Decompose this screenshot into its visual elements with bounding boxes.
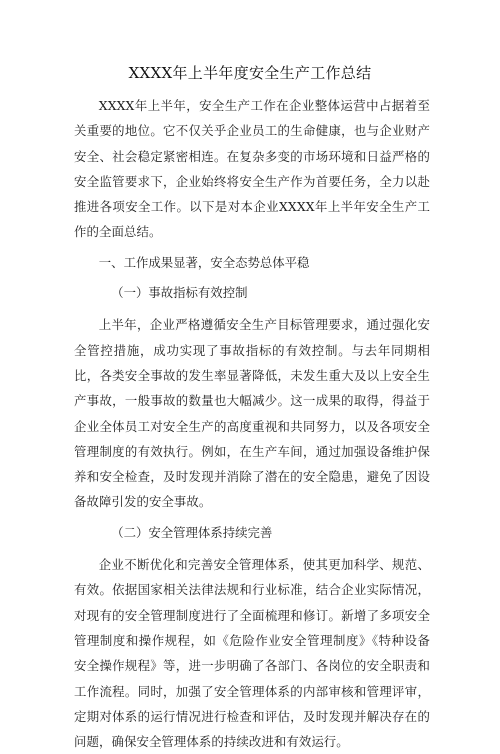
intro-paragraph: XXXX年上半年，安全生产工作在企业整体运营中占据着至关重要的地位。它不仅关乎企业员工的生命健康，也与企业财产安全、社会稳定紧密相连。在复杂多变的市场环境和日益严格的安全监管要求下，企业始终将安全生产作为首要任务，全力以赴推进各项安全工作。以下是对本企业XXXX年上半年安全生产工作的全面总结。 [74,98,430,240]
document-title: XXXX年上半年度安全生产工作总结 [128,64,372,82]
section-1-2-body: 企业不断优化和完善安全管理体系，使其更加科学、规范、有效。依据国家相关法律法规和行业标准，结合企业实际情况，对现有的安全管理制度进行了全面梳理和修订。新增了多项安全管理制度和操作规程，如《危险作业安全管理制度》《特种设备安全操作规程》等，进一步明确了各部门、各岗位的安全职责和工作流程。同时，加强了安全管理体系的内部审核和管理评审，定期对体系的运行情况进行检查和评估，及时发现并解决存在的问题，确保安全管理体系的持续改进和有效运行。 [74,557,430,750]
document-body [74,93,430,754]
section-1-1-heading: （一）事故指标有效控制 [111,285,248,301]
section-1-heading: 一、工作成果显著，安全态势总体平稳 [98,254,310,270]
section-1-2-heading: （二）安全管理体系持续完善 [111,524,273,540]
section-1-1-body: 上半年，企业严格遵循安全生产目标管理要求，通过强化安全管控措施，成功实现了事故指标的有效控制。与去年同期相比，各类安全事故的发生率显著降低，未发生重大及以上安全生产事故，一般事故的数量也大幅减少。这一成果的取得，得益于企业全体员工对安全生产的高度重视和共同努力，以及各项安全管理制度的有效执行。例如，在生产车间，通过加强设备维护保养和安全检查，及时发现并消除了潜在的安全隐患，避免了因设备故障引发的安全事故。 [74,317,430,510]
